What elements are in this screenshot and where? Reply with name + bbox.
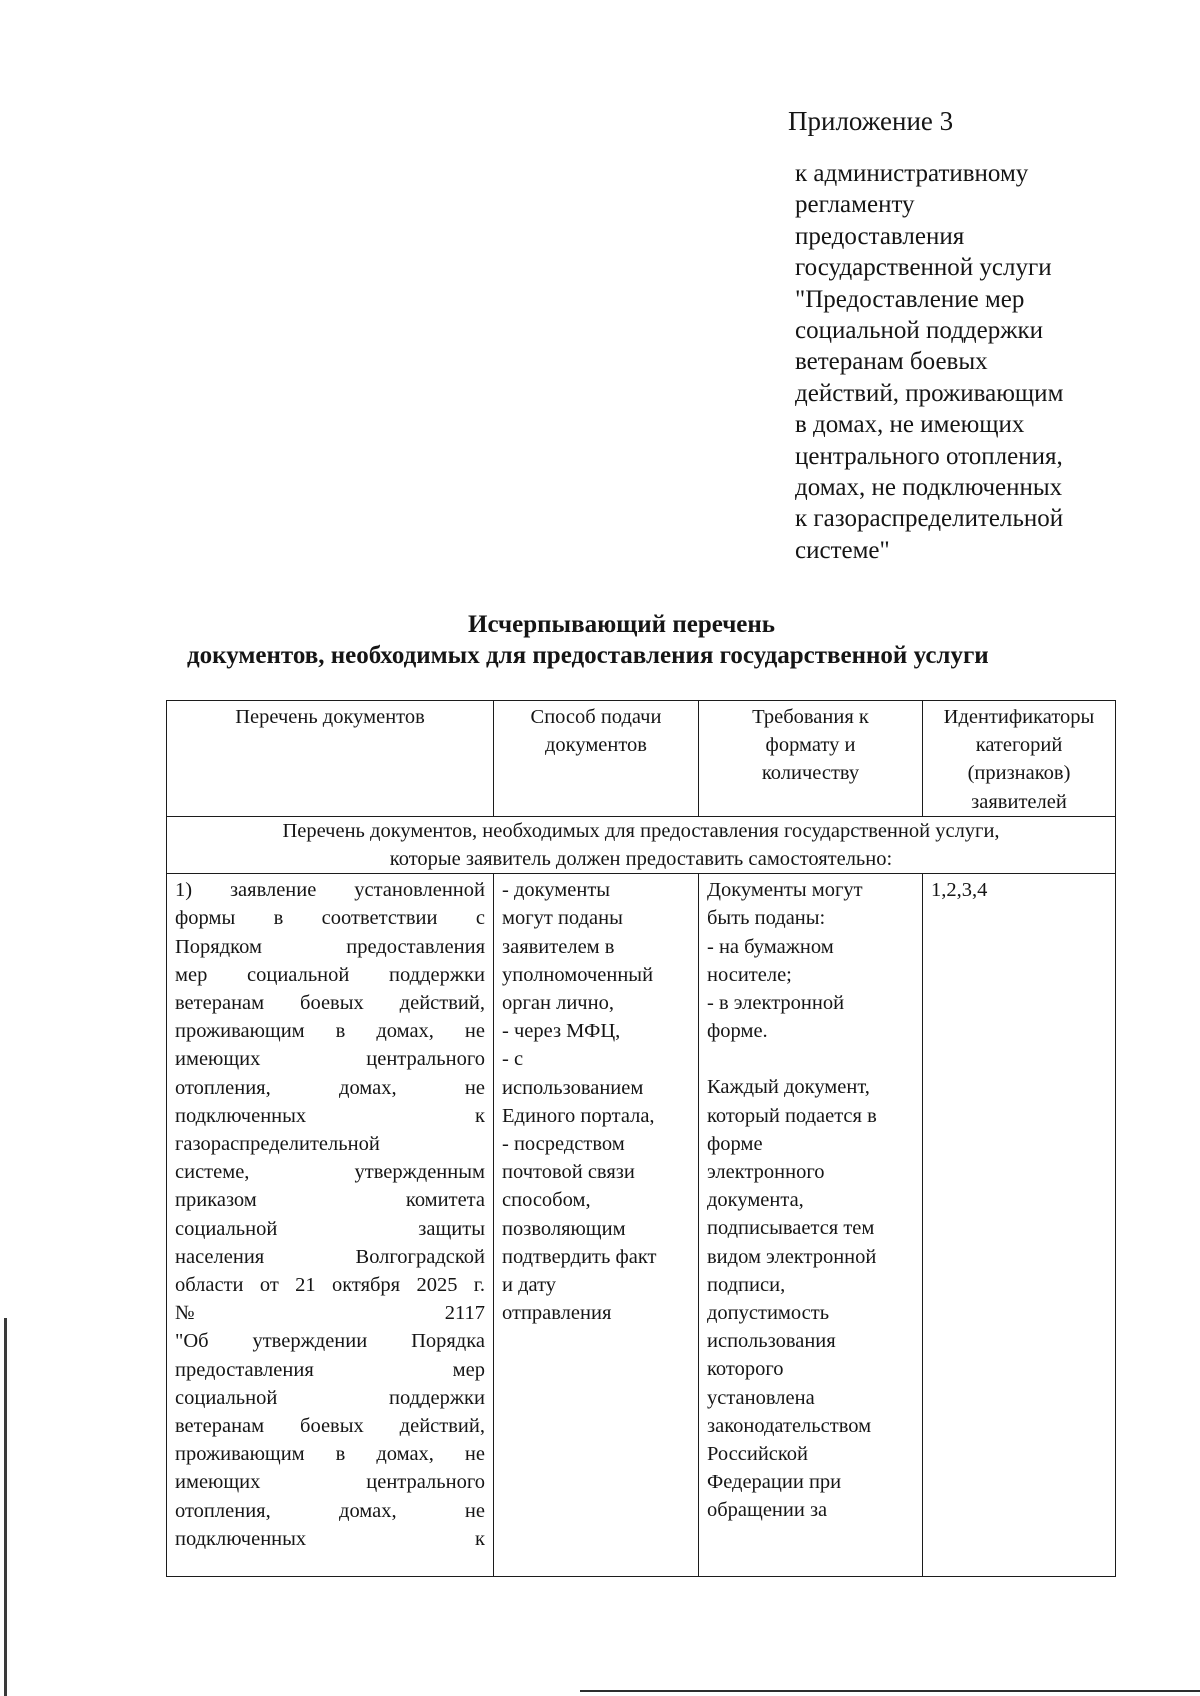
document-line: мер социальной поддержки — [175, 963, 485, 986]
method-line: Единого портала, — [502, 1104, 655, 1127]
document-line: подключенных к — [175, 1527, 485, 1550]
method-line: способом, — [502, 1189, 591, 1212]
method-line: орган лично, — [502, 992, 614, 1015]
requirements-line: носителе; — [707, 963, 792, 986]
method-line: - с — [502, 1048, 524, 1071]
requirements-line: подписывается тем — [707, 1217, 875, 1240]
appendix-line: "Предоставление мер — [795, 285, 1025, 313]
requirements-line: подписи, — [707, 1273, 786, 1296]
requirements-line: законодательством — [707, 1414, 872, 1437]
appendix-line: действий, проживающим — [795, 379, 1064, 407]
requirements-line: электронного — [707, 1161, 825, 1184]
document-line: проживающим в домах, не — [175, 1020, 485, 1043]
method-line: и дату — [502, 1274, 557, 1297]
document-title-line-1: Исчерпывающий перечень — [468, 611, 776, 638]
requirements-line: форме — [707, 1132, 763, 1155]
table-row — [167, 874, 1116, 1577]
requirements-line: который подается в — [707, 1104, 877, 1127]
method-line: использованием — [502, 1076, 644, 1099]
appendix-line: государственной услуги — [795, 254, 1052, 282]
header-text: (признаков) — [967, 762, 1071, 785]
documents-table — [166, 700, 1116, 1577]
header-cell-submission-method — [494, 701, 699, 817]
requirements-line: быть поданы: — [707, 907, 826, 930]
requirements-line: Каждый документ, — [707, 1076, 870, 1099]
document-line: социальной защиты — [175, 1217, 485, 1240]
requirements-line: Документы могут — [707, 879, 863, 902]
method-line: заявителем в — [502, 935, 615, 958]
appendix-title: Приложение 3 — [788, 106, 954, 136]
document-cell — [167, 874, 494, 1577]
header-cell-applicant-identifiers — [923, 701, 1116, 817]
method-line: почтовой связи — [502, 1161, 635, 1184]
document-line: 1) заявление установленной — [175, 879, 485, 902]
requirements-line: документа, — [707, 1189, 804, 1212]
method-line: - через МФЦ, — [502, 1020, 621, 1043]
document-line: приказом комитета — [175, 1189, 485, 1212]
document-line: ветеранам боевых действий, — [175, 1415, 485, 1438]
section-heading-line: которые заявитель должен предоставить самостоятельно: — [389, 848, 893, 871]
header-text: количеству — [761, 762, 860, 785]
header-cell-format-requirements — [699, 701, 923, 817]
appendix-line: центрального отопления, — [795, 442, 1063, 470]
document-line: "Об утверждении Порядка — [175, 1330, 485, 1353]
method-line: - документы — [502, 879, 611, 902]
header-text: Перечень документов — [235, 706, 425, 728]
requirements-line: форме. — [707, 1020, 768, 1043]
appendix-line: системе" — [795, 536, 890, 564]
appendix-line: в домах, не имеющих — [795, 411, 1025, 439]
header-text: заявителей — [971, 790, 1067, 813]
appendix-line: регламенту — [795, 191, 915, 219]
requirements-line: использования — [707, 1330, 836, 1353]
document-line: проживающим в домах, не — [175, 1443, 485, 1466]
appendix-line: социальной поддержки — [795, 317, 1044, 345]
header-text: Требования к — [752, 706, 869, 728]
appendix-line: к административному — [795, 160, 1029, 187]
header-text: категорий — [975, 734, 1063, 757]
appendix-line: ветеранам боевых — [795, 348, 988, 376]
method-line: отправления — [502, 1302, 612, 1325]
paragraph-gap — [707, 1045, 914, 1073]
requirements-line: Федерации при — [707, 1471, 842, 1494]
submission-method-cell — [494, 874, 699, 1577]
document-line: Порядком предоставления — [175, 935, 485, 958]
header-text: Идентификаторы — [943, 706, 1095, 728]
section-heading-cell — [167, 816, 1116, 873]
document-line: ветеранам боевых действий, — [175, 992, 485, 1015]
document-line: системе, утвержденным — [175, 1161, 485, 1184]
header-text: формату и — [765, 734, 856, 757]
identifiers-value: 1,2,3,4 — [931, 879, 988, 902]
method-line: могут поданы — [502, 907, 623, 930]
document-line: формы в соответствии с — [175, 907, 485, 930]
method-line: - посредством — [502, 1133, 625, 1156]
requirements-line: видом электронной — [707, 1245, 877, 1268]
requirements-line: - на бумажном — [707, 935, 834, 958]
requirements-line: которого — [707, 1358, 784, 1381]
document-line: газораспределительной — [175, 1133, 380, 1156]
requirements-line: - в электронной — [707, 992, 845, 1015]
method-line: уполномоченный — [502, 963, 654, 986]
applicant-identifiers-cell — [923, 874, 1116, 1577]
scan-bottom-line — [580, 1690, 1200, 1692]
table-header-row — [167, 701, 1116, 817]
document-line: отопления, домах, не — [175, 1076, 485, 1099]
document-line: имеющих центрального — [175, 1048, 485, 1071]
scan-left-edge-line — [4, 1318, 7, 1696]
method-line: подтвердить факт — [502, 1245, 657, 1268]
appendix-reference — [795, 158, 1125, 566]
appendix-line: к газораспределительной — [795, 505, 1064, 533]
method-line: позволяющим — [502, 1217, 626, 1240]
requirements-line: допустимость — [707, 1302, 830, 1325]
document-line: области от 21 октября 2025 г. — [175, 1274, 485, 1297]
header-text: Способ подачи — [530, 706, 662, 728]
format-requirements-cell — [699, 874, 923, 1577]
header-cell-documents — [167, 701, 494, 817]
document-line: населения Волгоградской — [175, 1245, 485, 1268]
requirements-line: Российской — [707, 1443, 809, 1466]
header-text: документов — [545, 734, 647, 757]
requirements-line: установлена — [707, 1386, 815, 1409]
requirements-line: обращении за — [707, 1499, 828, 1522]
appendix-line: домах, не подключенных — [795, 474, 1063, 502]
document-line: имеющих центрального — [175, 1471, 485, 1494]
document-title-line-2: документов, необходимых для предоставления государственной услуги — [187, 642, 989, 669]
table-section-row — [167, 816, 1116, 873]
section-heading-line: Перечень документов, необходимых для предоставления государственной услуги, — [282, 819, 1000, 842]
document-line: № 2117 — [175, 1302, 485, 1325]
document-line: отопления, домах, не — [175, 1499, 485, 1522]
document-line: социальной поддержки — [175, 1386, 485, 1409]
document-line: предоставления мер — [175, 1358, 485, 1381]
document-line: подключенных к — [175, 1104, 485, 1127]
appendix-line: предоставления — [795, 222, 965, 250]
